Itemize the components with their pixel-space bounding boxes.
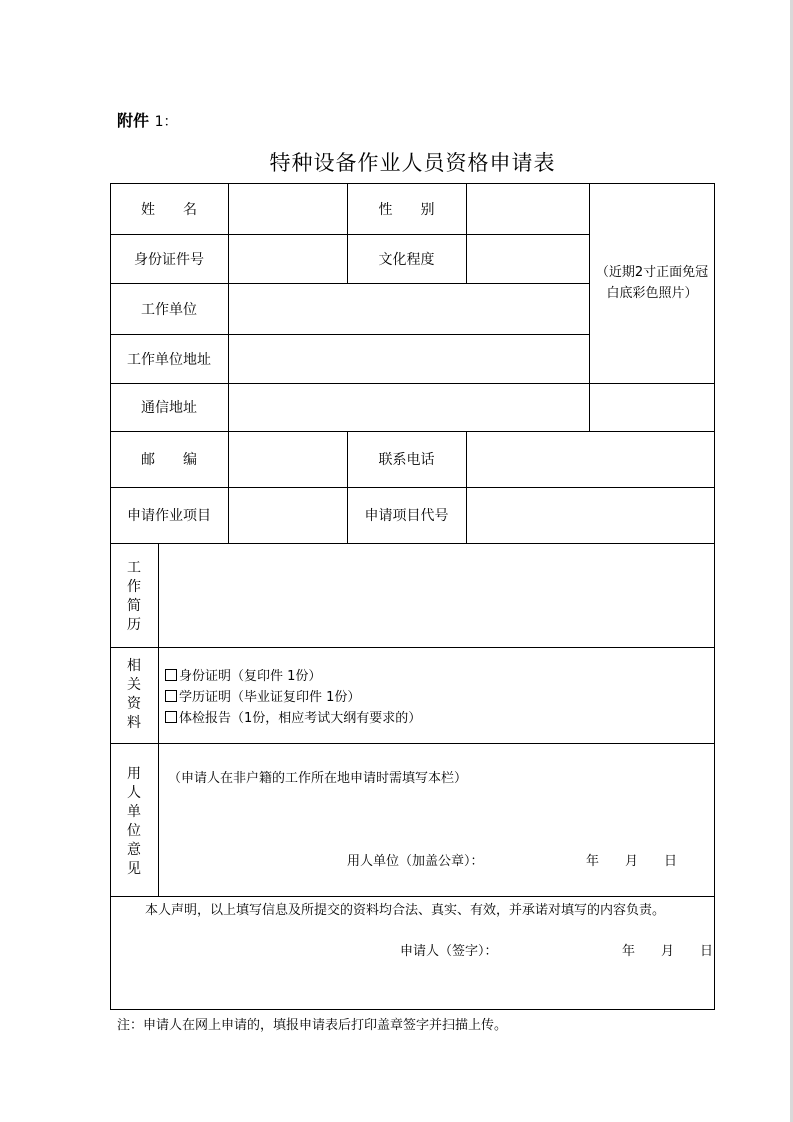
phone-field[interactable] [466,431,714,487]
label-work-unit: 工作单位 [141,301,197,318]
table-line [589,183,590,432]
footnote: 注：申请人在网上申请的，填报申请表后打印盖章签字并扫描上传。 [117,1018,508,1033]
label-resume: 工作简历 [127,560,141,633]
applicant-date[interactable]: 年 月 日 [622,944,714,959]
table-line [110,743,715,744]
employer-date[interactable]: 年 月 日 [586,854,678,869]
label-name: 姓 名 [141,201,197,218]
attachment-label: 附件 1： [117,111,178,130]
id-number-field[interactable] [228,234,347,283]
checkbox-icon[interactable] [165,711,177,723]
label-materials: 相关资料 [127,658,141,731]
declaration-text: 本人声明，以上填写信息及所提交的资料均合法、真实、有效，并承诺对填写的内容负责。 [145,903,666,918]
gender-field[interactable] [466,183,589,234]
label-postcode: 邮 编 [141,452,197,468]
label-gender: 性 别 [378,201,435,218]
label-education: 文化程度 [378,251,435,268]
table-border-right [714,183,715,1010]
name-field[interactable] [228,183,347,234]
employer-seal-label: 用人单位（加盖公章）： [347,854,484,869]
work-unit-address-field[interactable] [228,334,589,383]
postcode-field[interactable] [228,431,347,487]
label-work-item: 申请作业项目 [127,508,211,524]
employer-note: （申请人在非户籍的工作所在地申请时需填写本栏） [168,771,468,786]
checkbox-icon[interactable] [165,690,177,702]
photo-box[interactable]: （近期2寸正面免冠白底彩色照片） [595,265,709,301]
work-unit-field[interactable] [228,283,589,334]
label-phone: 联系电话 [378,452,435,468]
application-form [110,183,715,1010]
table-line [110,896,715,897]
label-item-code: 申请项目代号 [364,508,449,524]
item-code-field[interactable] [466,487,714,543]
table-line [110,647,715,648]
resume-field[interactable] [159,544,714,647]
checkbox-icon[interactable] [165,669,177,681]
form-title: 特种设备作业人员资格申请表 [269,151,556,175]
material-item-education[interactable]: 学历证明（毕业证复印件 1份） [165,686,360,705]
work-item-field[interactable] [228,487,347,543]
mailing-address-field[interactable] [228,383,589,431]
label-id-number: 身份证件号 [134,251,204,268]
label-work-unit-address: 工作单位地址 [127,351,211,368]
material-item-health[interactable]: 体检报告（1份，相应考试大纲有要求的） [165,707,421,726]
label-mailing-address: 通信地址 [141,400,197,416]
label-employer-opinion: 用人单位意见 [127,766,141,877]
material-item-id[interactable]: 身份证明（复印件 1份） [165,665,321,684]
applicant-sign-label: 申请人（签字）： [400,944,498,959]
table-border-bottom [110,1009,715,1010]
education-field[interactable] [466,234,589,283]
